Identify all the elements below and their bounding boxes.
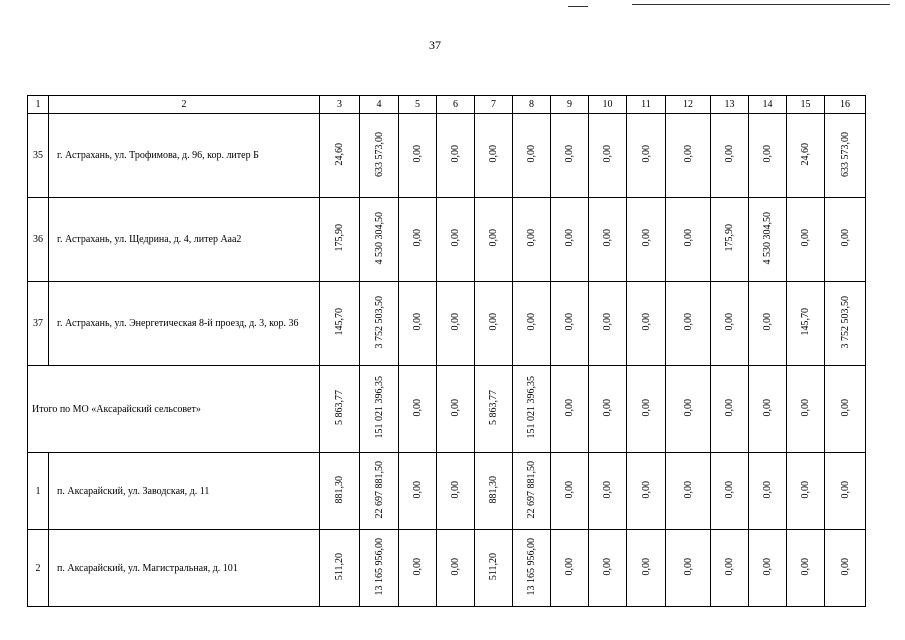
value-text: 0,00 [412, 313, 423, 331]
total-label: Итого по МО «Аксарайский сельсовет» [28, 366, 320, 453]
value-cell-col-7 [475, 282, 513, 366]
value-text: 0,00 [762, 145, 773, 163]
column-header-16: 16 [825, 96, 866, 114]
value-text: 145,70 [334, 308, 345, 336]
value-text: 881,30 [488, 475, 499, 504]
value-text: 633 573,00 [373, 131, 385, 177]
value-text: 0,00 [412, 229, 423, 247]
row-number: 35 [28, 114, 49, 198]
table-row [28, 282, 866, 366]
value-cell-col-15 [787, 530, 825, 607]
value-text: 0,00 [450, 145, 461, 163]
value-text: 0,00 [412, 480, 423, 499]
value-cell-col-6 [437, 114, 475, 198]
value-cell-col-9 [551, 114, 589, 198]
value-cell-col-3 [320, 282, 360, 366]
table-row [28, 114, 866, 198]
value-cell-col-10 [589, 366, 627, 453]
column-header-12: 12 [666, 96, 711, 114]
value-text: 0,00 [682, 480, 694, 499]
value-text: 0,00 [640, 229, 652, 247]
value-text: 0,00 [564, 557, 575, 576]
column-header-10: 10 [589, 96, 627, 114]
value-cell-col-15 [787, 453, 825, 530]
column-header-15: 15 [787, 96, 825, 114]
value-text: 0,00 [762, 313, 773, 331]
value-text: 0,00 [640, 145, 652, 163]
value-cell-col-7 [475, 366, 513, 453]
value-cell-col-9 [551, 282, 589, 366]
value-text: 13 165 956,00 [373, 537, 385, 596]
address-cell: г. Астрахань, ул. Щедрина, д. 4, литер Ааа2 [49, 198, 320, 282]
row-number: 37 [28, 282, 49, 366]
column-header-6: 6 [437, 96, 475, 114]
value-text: 151 021 396,35 [373, 376, 385, 439]
value-cell-col-14 [749, 530, 787, 607]
value-text: 0,00 [682, 229, 694, 247]
row-number: 2 [28, 530, 49, 607]
value-text: 0,00 [602, 229, 613, 247]
column-header-9: 9 [551, 96, 589, 114]
value-text: 22 697 881,50 [373, 460, 385, 519]
value-text: 0,00 [564, 313, 575, 331]
total-row [28, 366, 866, 453]
value-cell-col-7 [475, 114, 513, 198]
value-cell-col-11 [627, 282, 666, 366]
value-cell-col-16 [825, 366, 866, 453]
value-cell-col-10 [589, 453, 627, 530]
value-text: 0,00 [564, 480, 575, 499]
value-text: 22 697 881,50 [526, 460, 537, 519]
value-cell-col-8 [513, 114, 551, 198]
value-cell-col-8 [513, 366, 551, 453]
value-text: 24,60 [334, 142, 345, 166]
value-text: 0,00 [640, 398, 652, 417]
value-cell-col-15 [787, 366, 825, 453]
row-number: 1 [28, 453, 49, 530]
value-text: 13 165 956,00 [526, 537, 537, 596]
value-text: 0,00 [682, 313, 694, 331]
value-cell-col-10 [589, 198, 627, 282]
value-cell-col-14 [749, 453, 787, 530]
value-text: 0,00 [762, 557, 773, 576]
value-cell-col-13 [711, 453, 749, 530]
value-cell-col-12 [666, 530, 711, 607]
value-text: 4 530 304,50 [373, 211, 385, 265]
value-text: 0,00 [640, 480, 652, 499]
value-text: 0,00 [800, 398, 811, 417]
column-header-5: 5 [399, 96, 437, 114]
value-cell-col-8 [513, 282, 551, 366]
value-text: 0,00 [602, 313, 613, 331]
value-text: 511,20 [488, 552, 499, 581]
value-text: 0,00 [526, 145, 537, 163]
column-header-1: 1 [28, 96, 49, 114]
value-cell-col-15 [787, 282, 825, 366]
value-cell-col-9 [551, 453, 589, 530]
value-text: 0,00 [412, 398, 423, 417]
value-text: 0,00 [488, 313, 499, 331]
value-cell-col-12 [666, 114, 711, 198]
address-cell: п. Аксарайский, ул. Заводская, д. 11 [49, 453, 320, 530]
value-cell-col-16 [825, 453, 866, 530]
column-header-14: 14 [749, 96, 787, 114]
value-text: 0,00 [839, 557, 851, 576]
value-text: 175,90 [724, 224, 735, 252]
value-cell-col-14 [749, 282, 787, 366]
value-cell-col-10 [589, 114, 627, 198]
value-text: 5 863,77 [334, 390, 345, 425]
value-cell-col-13 [711, 282, 749, 366]
value-text: 0,00 [412, 145, 423, 163]
value-text: 0,00 [839, 229, 851, 247]
header-row [28, 96, 866, 114]
column-header-13: 13 [711, 96, 749, 114]
value-text: 3 752 503,50 [839, 295, 851, 349]
value-text: 881,30 [334, 475, 345, 504]
value-cell-col-6 [437, 453, 475, 530]
value-cell-col-6 [437, 198, 475, 282]
value-text: 0,00 [450, 480, 461, 499]
value-text: 0,00 [640, 557, 652, 576]
value-cell-col-3 [320, 366, 360, 453]
value-text: 0,00 [526, 229, 537, 247]
value-text: 0,00 [724, 557, 735, 576]
value-cell-col-15 [787, 198, 825, 282]
value-cell-col-12 [666, 453, 711, 530]
value-text: 0,00 [640, 313, 652, 331]
value-text: 0,00 [564, 229, 575, 247]
value-text: 0,00 [682, 145, 694, 163]
value-cell-col-9 [551, 530, 589, 607]
value-cell-col-3 [320, 453, 360, 530]
value-cell-col-12 [666, 282, 711, 366]
value-cell-col-3 [320, 114, 360, 198]
value-text: 0,00 [800, 229, 811, 247]
address-cell: г. Астрахань, ул. Трофимова, д. 96, кор. литер Б [49, 114, 320, 198]
value-text: 511,20 [334, 552, 345, 581]
value-cell-col-16 [825, 530, 866, 607]
value-text: 0,00 [602, 145, 613, 163]
value-cell-col-10 [589, 282, 627, 366]
value-cell-col-7 [475, 198, 513, 282]
top-rule-long [632, 4, 890, 5]
value-text: 0,00 [450, 229, 461, 247]
value-cell-col-16 [825, 198, 866, 282]
column-header-8: 8 [513, 96, 551, 114]
column-header-3: 3 [320, 96, 360, 114]
value-cell-col-8 [513, 198, 551, 282]
value-cell-col-6 [437, 282, 475, 366]
value-text: 0,00 [682, 398, 694, 417]
value-cell-col-4 [360, 366, 399, 453]
value-text: 24,60 [800, 142, 811, 166]
value-cell-col-8 [513, 453, 551, 530]
value-text: 145,70 [800, 308, 811, 336]
value-cell-col-9 [551, 366, 589, 453]
address-cell: п. Аксарайский, ул. Магистральная, д. 101 [49, 530, 320, 607]
value-text: 0,00 [450, 398, 461, 417]
value-text: 0,00 [450, 557, 461, 576]
value-cell-col-7 [475, 530, 513, 607]
value-cell-col-4 [360, 453, 399, 530]
value-cell-col-4 [360, 282, 399, 366]
value-text: 5 863,77 [488, 390, 499, 425]
value-cell-col-13 [711, 530, 749, 607]
value-text: 0,00 [800, 557, 811, 576]
value-cell-col-11 [627, 453, 666, 530]
value-cell-col-10 [589, 530, 627, 607]
value-text: 0,00 [682, 557, 694, 576]
value-cell-col-5 [399, 530, 437, 607]
value-text: 0,00 [602, 557, 613, 576]
value-text: 151 021 396,35 [526, 376, 537, 439]
value-cell-col-4 [360, 114, 399, 198]
column-header-7: 7 [475, 96, 513, 114]
value-text: 0,00 [839, 398, 851, 417]
value-cell-col-16 [825, 282, 866, 366]
value-cell-col-4 [360, 198, 399, 282]
column-header-4: 4 [360, 96, 399, 114]
column-header-11: 11 [627, 96, 666, 114]
value-text: 0,00 [602, 398, 613, 417]
address-cell: г. Астрахань, ул. Энергетическая 8-й проезд, д. 3, кор. 36 [49, 282, 320, 366]
value-text: 0,00 [412, 557, 423, 576]
value-cell-col-15 [787, 114, 825, 198]
value-cell-col-5 [399, 114, 437, 198]
value-cell-col-9 [551, 198, 589, 282]
page-number: 37 [429, 38, 441, 52]
value-text: 0,00 [724, 145, 735, 163]
value-cell-col-16 [825, 114, 866, 198]
value-cell-col-12 [666, 198, 711, 282]
table-row [28, 530, 866, 607]
value-cell-col-5 [399, 366, 437, 453]
value-cell-col-5 [399, 198, 437, 282]
value-cell-col-14 [749, 114, 787, 198]
value-text: 0,00 [724, 398, 735, 417]
value-text: 0,00 [839, 480, 851, 499]
value-text: 0,00 [762, 480, 773, 499]
value-cell-col-14 [749, 366, 787, 453]
value-text: 0,00 [564, 398, 575, 417]
value-text: 0,00 [450, 313, 461, 331]
value-cell-col-6 [437, 366, 475, 453]
value-text: 0,00 [602, 480, 613, 499]
value-text: 0,00 [762, 398, 773, 417]
value-cell-col-14 [749, 198, 787, 282]
value-cell-col-11 [627, 198, 666, 282]
value-cell-col-8 [513, 530, 551, 607]
value-cell-col-5 [399, 453, 437, 530]
value-cell-col-3 [320, 530, 360, 607]
value-text: 175,90 [334, 224, 345, 252]
value-text: 633 573,00 [839, 131, 851, 177]
value-cell-col-11 [627, 366, 666, 453]
table-row [28, 453, 866, 530]
value-text: 4 530 304,50 [762, 211, 773, 265]
column-header-2: 2 [49, 96, 320, 114]
value-text: 0,00 [526, 313, 537, 331]
value-cell-col-11 [627, 530, 666, 607]
row-number: 36 [28, 198, 49, 282]
value-cell-col-13 [711, 366, 749, 453]
value-text: 0,00 [488, 145, 499, 163]
top-rule-short [568, 6, 588, 7]
value-cell-col-3 [320, 198, 360, 282]
value-cell-col-13 [711, 198, 749, 282]
value-text: 0,00 [564, 145, 575, 163]
value-cell-col-6 [437, 530, 475, 607]
value-text: 0,00 [724, 313, 735, 331]
value-text: 0,00 [800, 480, 811, 499]
value-cell-col-11 [627, 114, 666, 198]
value-text: 0,00 [724, 480, 735, 499]
value-cell-col-13 [711, 114, 749, 198]
value-cell-col-12 [666, 366, 711, 453]
value-cell-col-5 [399, 282, 437, 366]
value-text: 0,00 [488, 229, 499, 247]
value-text: 3 752 503,50 [373, 295, 385, 349]
table-row [28, 198, 866, 282]
data-table [27, 95, 866, 607]
value-cell-col-4 [360, 530, 399, 607]
value-cell-col-7 [475, 453, 513, 530]
